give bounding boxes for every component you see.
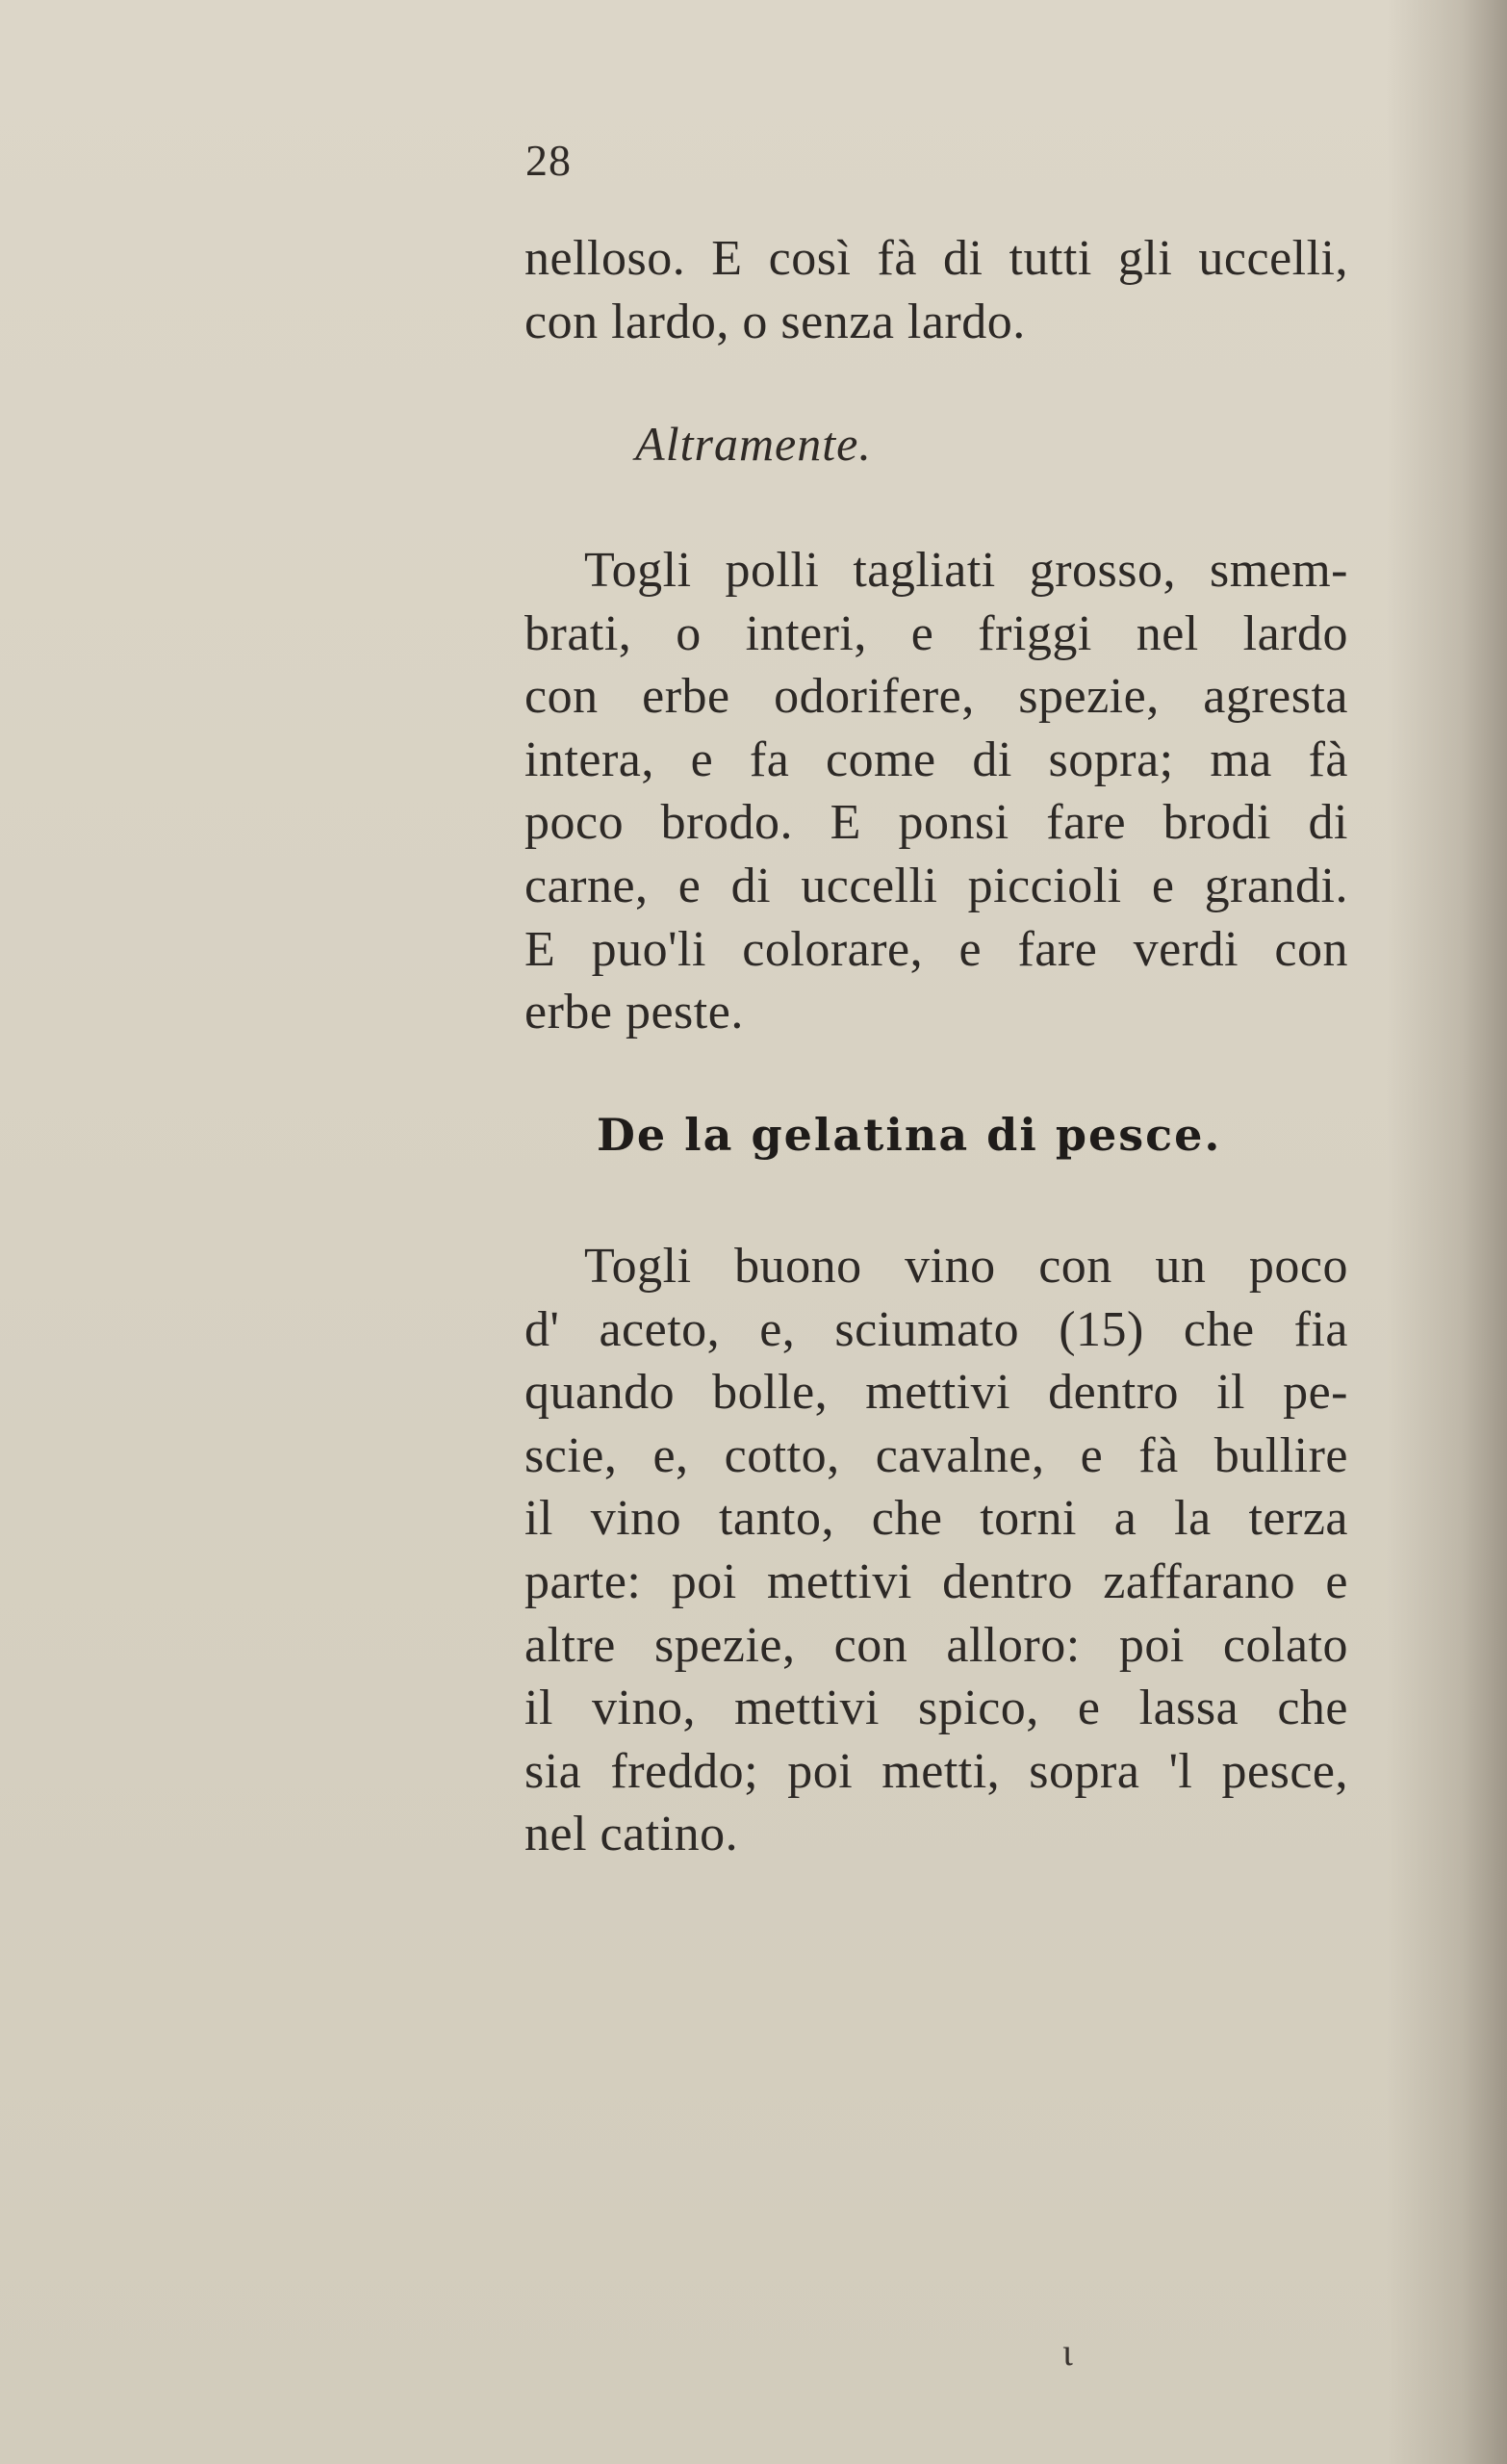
- section-heading-altramente: Altramente.: [635, 417, 872, 471]
- text-line: sia freddo; poi metti, sopra 'l pesce,: [524, 1743, 1348, 1799]
- text-line: erbe peste.: [524, 985, 744, 1040]
- text-line: quando bolle, mettivi dentro il pe-: [524, 1365, 1348, 1421]
- text-line: E puo'li colorare, e fare verdi con: [524, 921, 1348, 977]
- text-line: Togli polli tagliati grosso, smem-: [584, 543, 1348, 598]
- text-line: brati, o interi, e friggi nel lardo: [524, 605, 1348, 661]
- text-line: nel catino.: [524, 1807, 739, 1862]
- text-line: intera, e fa come di sopra; ma fà: [524, 732, 1348, 787]
- text-line: con lardo, o senza lardo.: [524, 294, 1026, 349]
- text-line: poco brodo. E ponsi fare brodi di: [524, 795, 1348, 851]
- text-line: il vino tanto, che torni a la terza: [524, 1491, 1348, 1547]
- text-line: con erbe odorifere, spezie, agresta: [524, 669, 1348, 725]
- continuation-paragraph: [524, 227, 1348, 353]
- section-heading-gelatina: De la gelatina di pesce.: [597, 1109, 1222, 1161]
- paragraph-altramente: [524, 539, 1348, 1044]
- signature-mark: ι: [1062, 2330, 1073, 2374]
- page-number: 28: [525, 136, 572, 185]
- paragraph-gelatina: [524, 1235, 1348, 1866]
- text-line: d' aceto, e, sciumato (15) che fia: [524, 1301, 1348, 1357]
- text-line: altre spezie, con alloro: poi colato: [524, 1617, 1348, 1673]
- text-line: Togli buono vino con un poco: [584, 1239, 1348, 1294]
- text-line: parte: poi mettivi dentro zaffarano e: [524, 1553, 1348, 1609]
- text-line: nelloso. E così fà di tutti gli uccelli,: [524, 231, 1348, 286]
- text-line: carne, e di uccelli piccioli e grandi.: [524, 858, 1348, 913]
- text-line: scie, e, cotto, cavalne, e fà bullire: [524, 1427, 1348, 1483]
- text-line: il vino, mettivi spico, e lassa che: [524, 1681, 1348, 1736]
